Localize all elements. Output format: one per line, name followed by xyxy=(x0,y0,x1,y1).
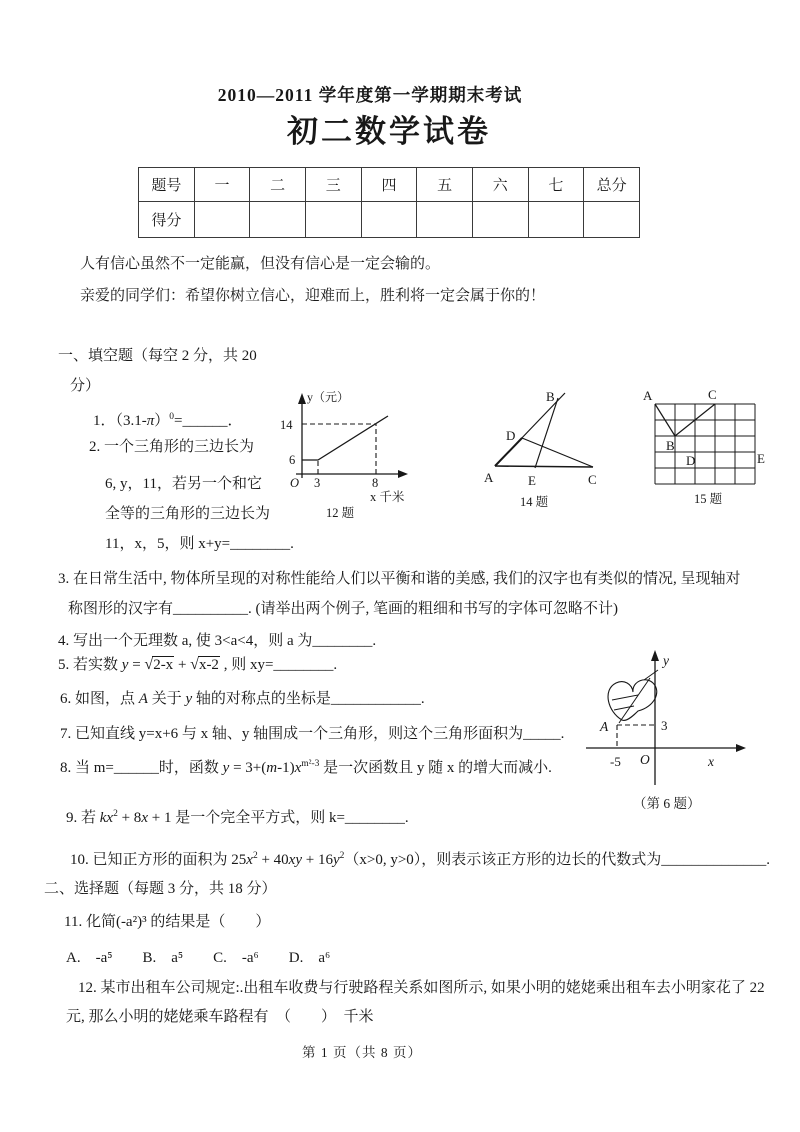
figure-6-coordinate-diagram xyxy=(578,640,753,820)
question-8: 8. 当 m=______时，函数 $y = 3+(m-1)x^{m^2-3}$ 是一次函数且 y 随 x 的增大而减小. xyxy=(60,759,552,776)
score-header-cell: 五 xyxy=(417,168,473,202)
fig14-label-a: A xyxy=(484,470,494,485)
score-blank-cell xyxy=(361,202,417,238)
question-3-line-2: 称图形的汉字有__________. (请举出两个例子, 笔画的粗细和书写的字体可忽略不计) xyxy=(68,601,618,617)
fig14-label-b: B xyxy=(546,389,555,404)
motto-line-1: 人有信心虽然不一定能赢，但没有信心是一定会输的。 xyxy=(80,256,441,272)
question-2-line-3: 全等的三角形的三边长为 xyxy=(105,506,271,522)
score-blank-cell xyxy=(528,202,584,238)
fig6-origin-label: O xyxy=(640,752,650,767)
section1-heading-line1: 一、填空题（每空 2 分，共 20 xyxy=(58,348,257,364)
fig15-label-b: B xyxy=(666,438,675,453)
question-2-line-2: 6, y，11，若另一个和它 xyxy=(105,476,262,492)
score-header-cell: 四 xyxy=(361,168,417,202)
fig14-label-c: C xyxy=(588,472,597,487)
fig12-x-axis-label: x 千米 xyxy=(370,490,405,504)
score-header-cell: 六 xyxy=(472,168,528,202)
fig12-caption: 12 题 xyxy=(326,506,355,520)
section2-heading: 二、选择题（每题 3 分，共 18 分） xyxy=(44,881,277,897)
fig15-label-d: D xyxy=(686,453,696,468)
page-footer: 第 1 页（共 8 页） xyxy=(302,1045,422,1060)
motto-line-2: 亲爱的同学们：希望你树立信心，迎难而上，胜利将一定会属于你的！ xyxy=(80,288,546,304)
fig6-x-axis-label: x xyxy=(708,754,714,769)
score-row-label-cell: 得分 xyxy=(139,202,195,238)
fig6-y-axis-label: y xyxy=(663,653,669,668)
fig14-label-e: E xyxy=(528,473,536,488)
question-11-options: A. -a⁵ B. a⁵ C. -a⁶ D. a⁶ xyxy=(66,950,331,966)
fig14-label-d: D xyxy=(506,428,516,443)
exam-title: 2010—2011 学年度第一学期期末考试 xyxy=(217,85,523,105)
question-10: 10. 已知正方形的面积为 $25x^2 + 40xy + 16y^2(x>0$, y>0），则表示该正方形的边长的代数式为______________. xyxy=(70,851,771,868)
score-table-score-row xyxy=(139,202,640,238)
question-11: 11. 化简(-a²)³ 的结果是（ ） xyxy=(64,914,271,930)
score-header-cell: 三 xyxy=(305,168,361,202)
question-5: 5. 若实数 y = √2-x + √x-2 , 则 xy=________. xyxy=(58,656,338,673)
question-12-line-1: 12. 某市出租车公司规定:.出租车收费与行驶路程关系如图所示, 如果小明的姥姥乘出租车去小明家花了 22 xyxy=(78,980,765,996)
fig12-tick-6: 6 xyxy=(289,453,296,467)
question-2-line-4: 11，x，5，则 x+y=________. xyxy=(105,536,294,552)
score-blank-cell xyxy=(194,202,250,238)
fig12-tick-8: 8 xyxy=(372,476,379,490)
score-table xyxy=(138,167,640,238)
score-header-cell: 总分 xyxy=(584,168,640,202)
fig15-label-e: E xyxy=(757,451,765,466)
question-4: 4. 写出一个无理数 a, 使 3<a<4，则 a 为________. xyxy=(58,633,377,649)
fig6-tick-minus5: -5 xyxy=(610,754,621,769)
question-12-line-2: 元, 那么小明的姥姥乘车路程有 （ ） 千米 xyxy=(66,1009,374,1025)
score-header-cell: 题号 xyxy=(139,168,195,202)
score-blank-cell xyxy=(417,202,473,238)
fig15-label-a: A xyxy=(643,388,653,403)
fig12-origin-label: O xyxy=(290,476,300,490)
score-table-header-row xyxy=(139,168,640,202)
fig6-tick-3: 3 xyxy=(661,718,668,733)
fig12-y-axis-label: y（元） xyxy=(307,390,350,404)
section1-heading-line2: 分） xyxy=(70,378,101,394)
score-header-cell: 七 xyxy=(528,168,584,202)
fig15-caption: 15 题 xyxy=(694,492,723,506)
fig15-label-c: C xyxy=(708,387,717,402)
figure-14-triangle-diagram xyxy=(462,388,617,510)
question-3-line-1: 3. 在日常生活中, 物体所呈现的对称性能给人们以平衡和谐的美感, 我们的汉字也有类似的情况, 呈现轴对 xyxy=(58,571,741,587)
exam-subtitle: 初二数学试卷 xyxy=(287,114,491,149)
fig14-caption: 14 题 xyxy=(520,495,549,509)
question-2-line-1: 2. 一个三角形的三边长为 xyxy=(89,439,255,455)
score-blank-cell xyxy=(472,202,528,238)
question-6: 6. 如图，点 A 关于 y 轴的对称点的坐标是____________. xyxy=(60,691,425,707)
question-7: 7. 已知直线 y=x+6 与 x 轴、y 轴围成一个三角形，则这个三角形面积为_____. xyxy=(60,726,565,742)
score-header-cell: 二 xyxy=(250,168,306,202)
fig6-label-a: A xyxy=(600,719,609,734)
score-header-cell: 一 xyxy=(194,168,250,202)
score-blank-cell xyxy=(584,202,640,238)
score-blank-cell xyxy=(250,202,306,238)
fig12-tick-3: 3 xyxy=(314,476,321,490)
figure-12-fare-chart xyxy=(272,386,432,520)
figure-15-grid-diagram xyxy=(642,384,797,506)
score-blank-cell xyxy=(305,202,361,238)
question-9: 9. 若 $kx^2 + 8x + 1$ 是一个完全平方式，则 k=________. xyxy=(66,809,409,826)
fig12-tick-14: 14 xyxy=(280,418,293,432)
fig6-caption: （第 6 题） xyxy=(633,796,701,811)
question-1: 1．$(3.1-\pi)^0=\_\_\_\_\_\_$． xyxy=(93,412,243,429)
